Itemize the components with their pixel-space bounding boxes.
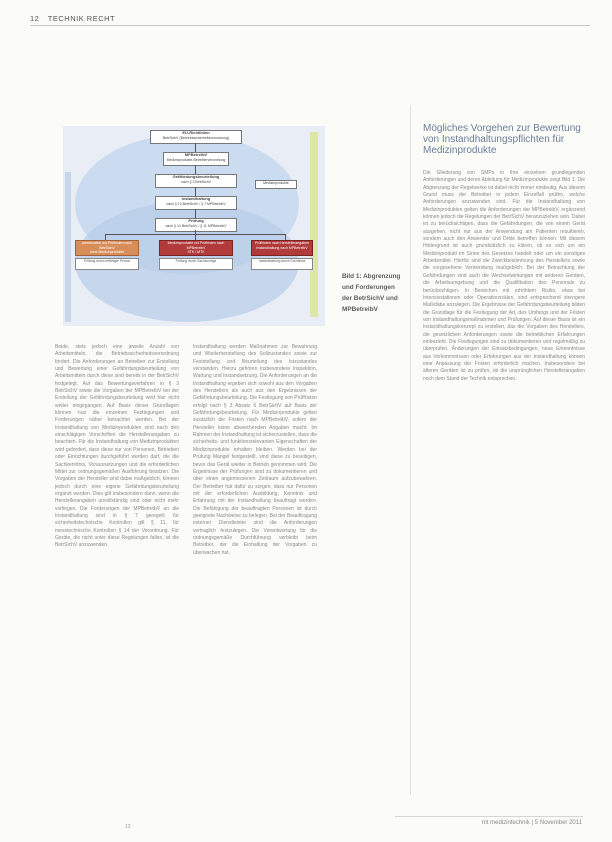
footer-journal: mt medizintechnik | 5 November 2011 <box>481 820 582 826</box>
footer-page-number: 12 <box>125 824 131 830</box>
body-column-right <box>423 170 585 806</box>
box-medizinprodukte-prueffristen: Medizinprodukte mit Prüffristen nach MPBetreibV STK / MTK <box>159 240 233 256</box>
body-column-middle <box>193 344 317 804</box>
box-befaehigte-person: Prüfung durch befähigte Person <box>75 258 139 270</box>
running-header <box>30 14 115 23</box>
header-rule <box>30 25 590 26</box>
box-gefaehrdungsbeurteilung: Gefährdungsbeurteilung nach § 3 BetrSichV <box>155 174 237 188</box>
box-fachfirma: Instandhaltung durch Fachfirma <box>251 258 313 270</box>
box-sachkundige: Prüfung durch Sachkundige <box>159 258 233 270</box>
section-heading: Mögliches Vorgehen zur Bewertung von Instandhaltungspflichten für Medizinprodukte <box>423 123 581 156</box>
body-column-left <box>55 344 179 804</box>
section-title: TECHNIK RECHT <box>47 14 116 23</box>
box-arbeitsmittel: Arbeitsmittel mit Prüffristen nach BetrSichV ohne Medizinprodukte <box>75 240 139 256</box>
box-betrsichv: EU-Richtlinien BetrSichV (Betriebssicherheitsverordnung) <box>150 130 242 144</box>
box-instandhaltung: Instandhaltung nach § 10 BetrSichV / § 7 MPBetreibV <box>155 196 237 210</box>
box-pruefung: Prüfung nach § 14 BetrSichV / § 11 MPBetreibV <box>155 218 237 232</box>
figure-caption: Bild 1: Abgrenzung und Forderungen der BetrSichV und MPBetreibV <box>342 273 401 313</box>
footer-rule <box>395 816 583 817</box>
middle-column-text: Instandhaltung werden Maßnahmen zur Bewahrung und Wiederherstellung des Sollzustandes sowie zur Feststellung und Beurteilung des Istzustandes verstanden. Hierzu gehören insbesondere Inspektion, Wartung und Instandsetzung. Die Anforderungen an die Instandhaltung ergeben sich sowohl aus den Vorgaben des Herstellers als auch aus den Ergebnissen der Gefährdungsbeurteilung. Die Festlegung von Prüffristen erfolgt nach § 3 Absatz 6 BetrSichV auf Basis der Gefährdungsbeurteilung. Für Medizinprodukte gelten zusätzlich die Fristen nach MPBetreibV, sofern der Hersteller keine abweichenden Angaben macht. Im Rahmen der Instandhaltung ist sicherzustellen, dass die sicherheits- und funktionsrelevanten Eigenschaften der Medizinprodukte erhalten bleiben. Werden bei der Prüfung Mängel festgestellt, sind diese zu beseitigen, bevor das Gerät wieder in Betrieb genommen wird. Die Ergebnisse der Prüfungen sind zu dokumentieren und über einen angemessenen Zeitraum aufzubewahren. Der Betreiber hat dafür zu sorgen, dass nur Personen mit der erforderlichen Ausbildung, Kenntnis und Erfahrung mit der Instandhaltung beauftragt werden. Die Befähigung der beauftragten Personen ist durch geeignete Nachweise zu belegen. Bei der Beauftragung externer Dienstleister sind die Anforderungen vertraglich festzulegen. Die Verantwortung für die ordnungsgemäße Durchführung verbleibt beim Betreiber, der die Einhaltung der Vorgaben zu überwachen hat. <box>193 344 317 556</box>
right-column-text: Die Gliederung von SMPs in ihre einzelnen grundlegenden Anforderungen und deren Ableitung für Medizinprodukte zeigt Bild 1. Die Abgrenzung der Regelwerke ist dabei nicht immer eindeutig. Aus diesem Grund muss der Betreiber in jedem Einzelfall prüfen, welche Anforderungen anzuwenden sind. Für die Instandhaltung von Medizinprodukten gelten die Anforderungen der MPBetreibV, ergänzend können jedoch die Regelungen der BetrSichV heranzuziehen sein. Dabei ist zu berücksichtigen, dass die Gefährdungen, die von einem Gerät ausgehen, nicht nur aus der Anwendung am Patienten resultieren, sondern auch den Anwender und Dritte betreffen können. Mit diesem Hintergrund ist auch grundsätzlich zu klären, ob es sich um ein Medizinprodukt im Sinne des Gesetzes handelt oder um ein sonstiges Arbeitsmittel. Hierfür sind die Zweckbestimmung des Herstellers sowie die vorgesehene Verwendung maßgeblich. Bei der Betrachtung der Gefährdungen sind auch die Wechselwirkungen mit anderen Geräten, die Arbeitsumgebung und die Qualifikation des Personals zu berücksichtigen. In Bereichen mit erhöhtem Risiko, etwa bei Intensivstationen oder Operationssälen, sind entsprechend strengere Maßstäbe anzulegen. Die Ergebnisse der Gefährdungsbeurteilung bilden die Grundlage für die Festlegung der Art, des Umfangs und der Fristen von Instandhaltungsmaßnahmen und Prüfungen. Auf dieser Basis ist ein Instandhaltungskonzept zu erstellen, das die Vorgaben des Herstellers, die gesetzlichen Anforderungen sowie die betrieblichen Erfahrungen einbezieht. Die Festlegungen sind zu dokumentieren und regelmäßig zu überprüfen. Änderungen der Einsatzbedingungen, neue Erkenntnisse aus Vorkommnissen oder Erfahrungen aus der Instandhaltung können eine Anpassung der Fristen erforderlich machen. Insbesondere bei älteren Geräten ist zu prüfen, ob die ursprünglichen Herstellerangaben noch dem Stand der Technik entsprechen. <box>423 170 585 382</box>
box-side-medizinprodukte: Medizinprodukte <box>255 180 297 189</box>
box-herstellerangaben: Prüffristen nach Herstellerangaben Instandhaltung nach MPBetreibV <box>251 240 313 256</box>
left-column-text: Beide, stets jedoch eine jeweils Anzahl von Arbeitsmitteln, die Betriebssicherheitsverordnung fordert. Die Anforderungen an Betreiber zur Erstellung und Bewertung einer Gefährdungsbeurteilung von Arbeitsmitteln durch diese sind bereits in der BetrSichV festgelegt. Auf das Bewertungsverfahren in § 3 BetrSichV sowie die Vorgaben der MPBetreibV bei der Erstellung der Gefährdungsbeurteilung wird hier nicht weiter eingegangen. Auf Basis dieser Grundlagen können nun die einzelnen Festlegungen und Forderungen näher betrachtet werden. Bei der Instandhaltung von Medizinprodukten sind nach den einschlägigen Vorschriften die Herstellerangaben zu beachten. Für die Instandhaltung von Medizinprodukten wird gefordert, dass diese nur von Personen, Betrieben oder Einrichtungen durchgeführt werden darf, die die Sachkenntnis, Voraussetzungen und die erforderlichen Mittel zur ordnungsgemäßen Ausführung besitzen. Die Vorgaben der Hersteller sind dabei maßgeblich, können jedoch durch eine eigene Gefährdungsbeurteilung ergänzt werden. Dies gilt insbesondere dann, wenn die Herstellerangaben unvollständig sind oder nicht mehr vorliegen. Die Forderungen der MPBetreibV an die Instandhaltung sind in § 7 geregelt; für sicherheitstechnische Kontrollen gilt § 11, für messtechnische Kontrollen § 14 der Verordnung. Für Geräte, die nicht unter diese Regelungen fallen, ist die BetrSichV anzuwenden. <box>55 344 179 549</box>
column-divider <box>410 105 411 795</box>
page-number: 12 <box>30 14 40 23</box>
box-mpbetreibv: MPBetreibV Medizinprodukte-Betreiberverordnung <box>163 152 229 166</box>
figure <box>55 122 333 330</box>
